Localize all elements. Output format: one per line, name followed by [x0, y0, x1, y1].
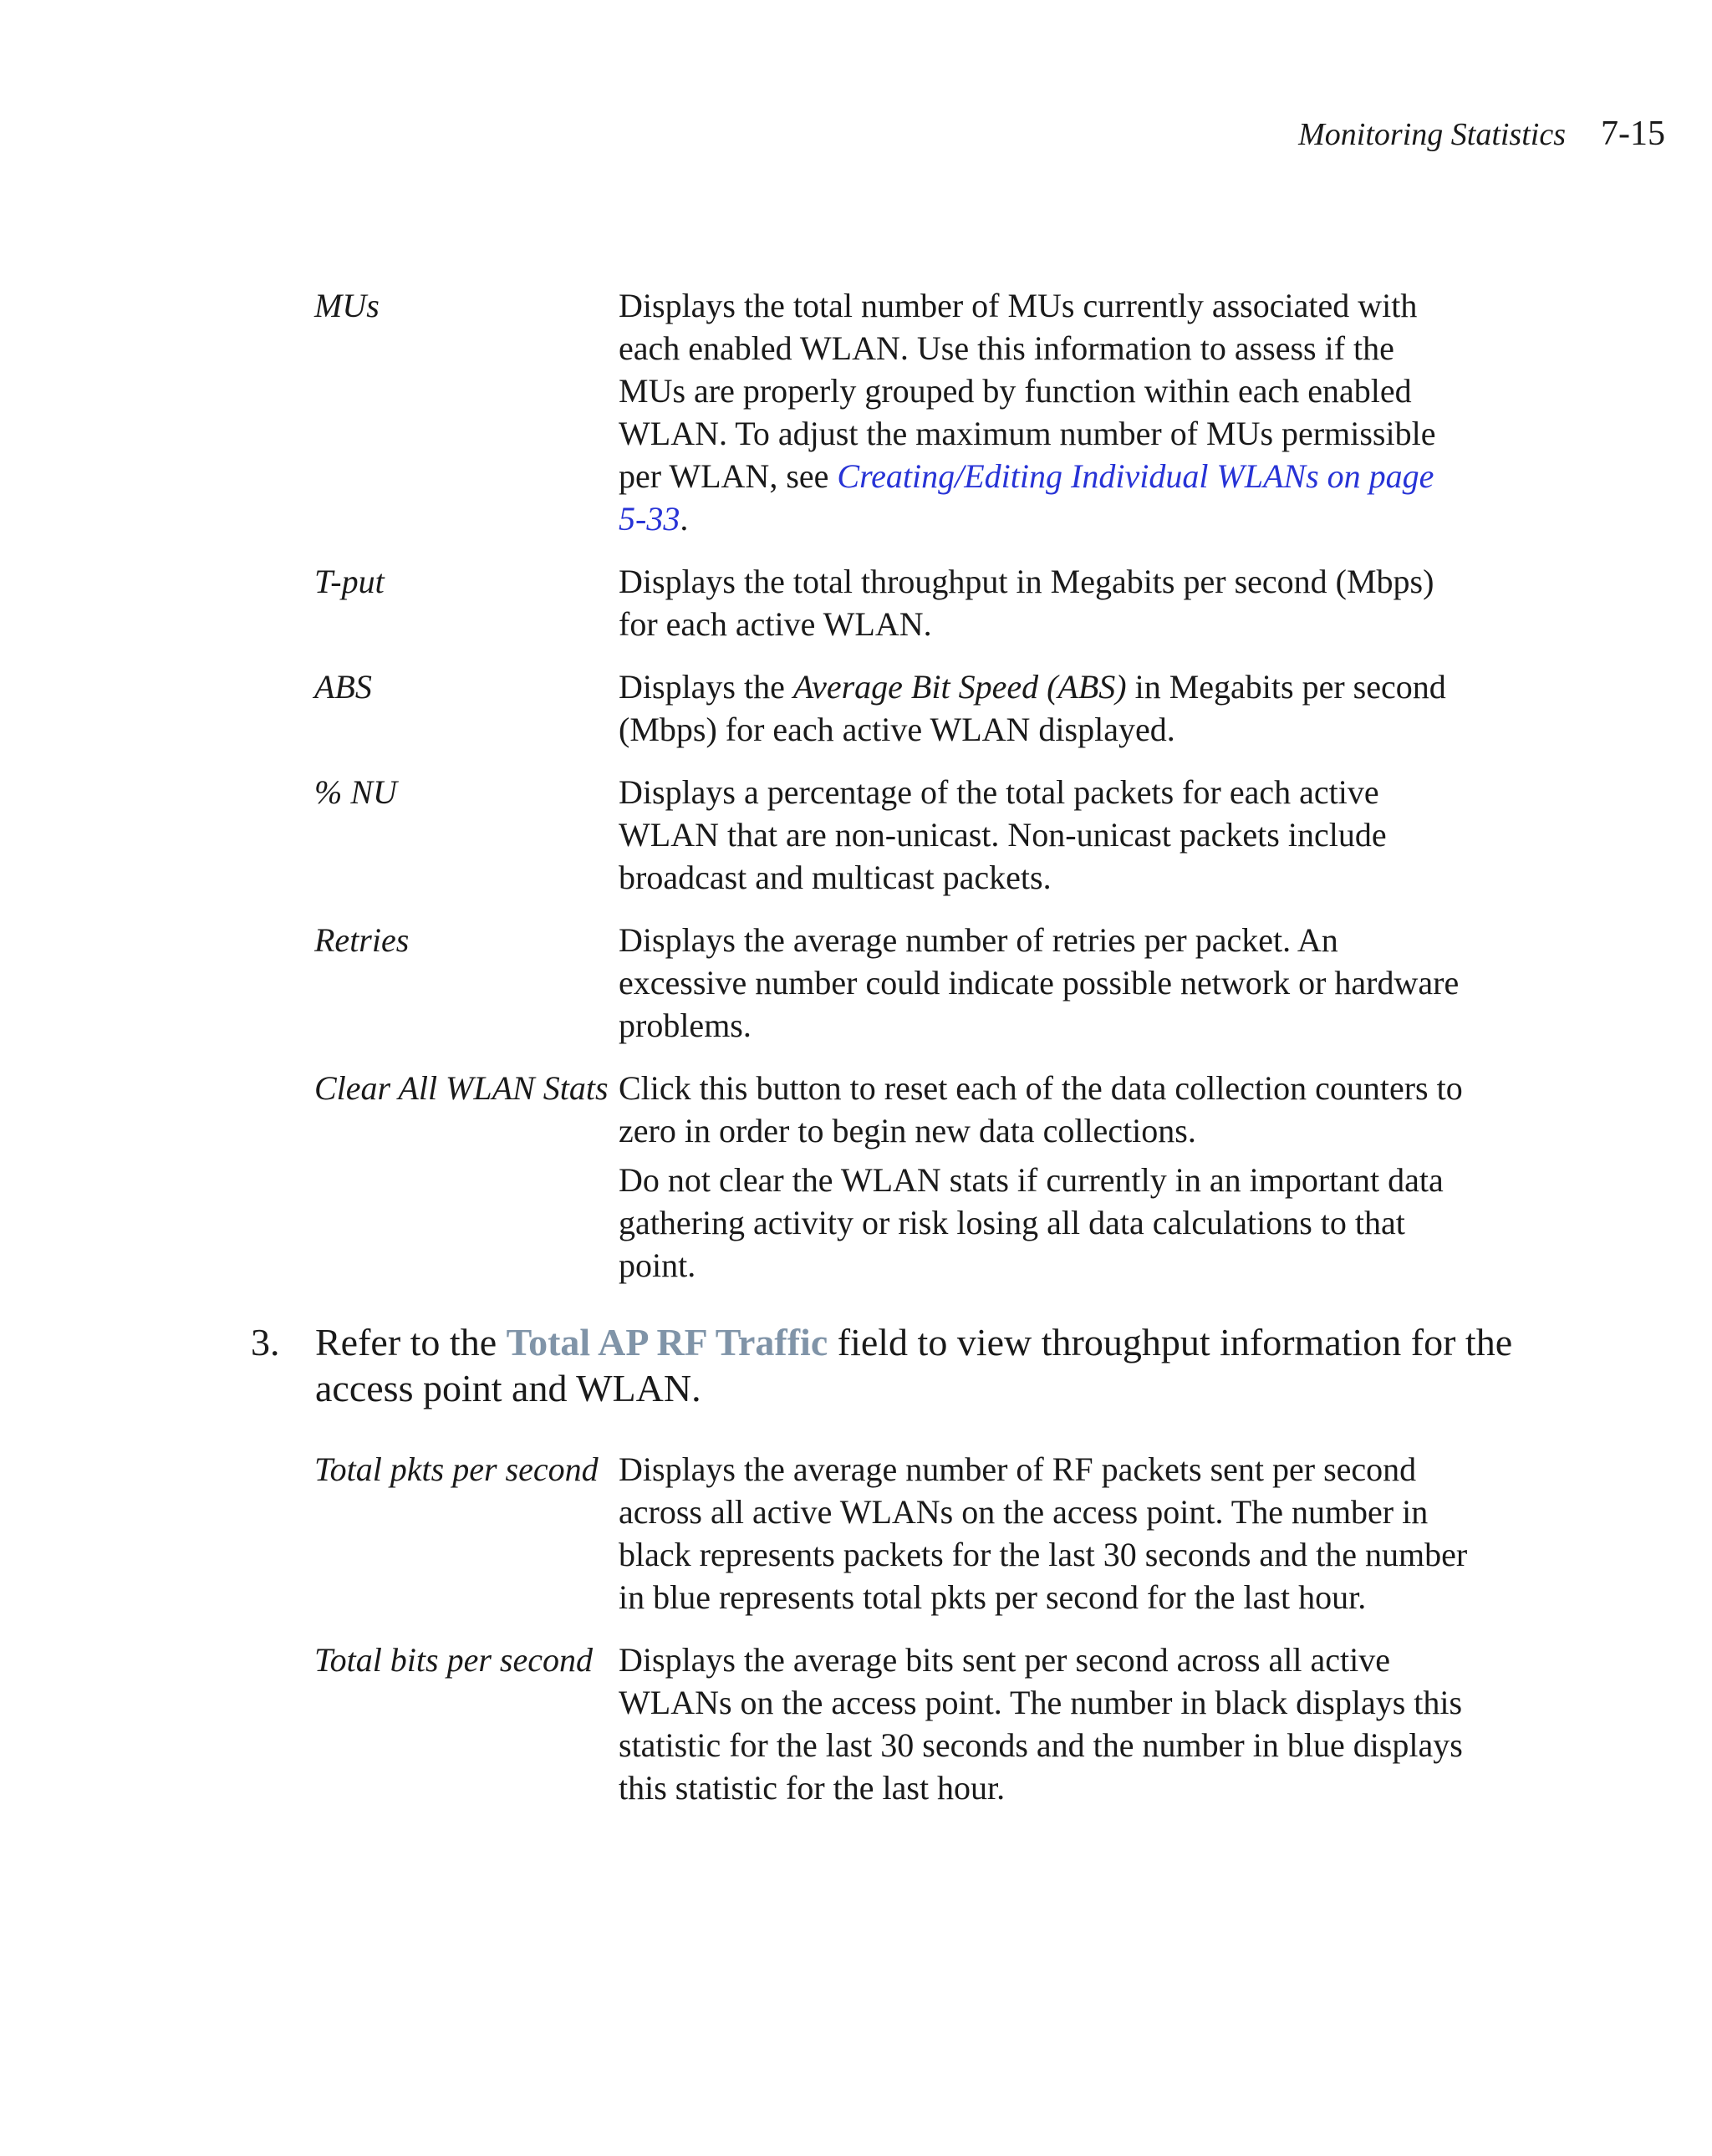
description-text: Displays the total throughput in Megabits per second (Mbps) for each active WLAN.: [619, 563, 1434, 643]
ui-field-reference: Total AP RF Traffic: [506, 1321, 828, 1363]
wlan-stats-definition-list: [314, 284, 1468, 1307]
definition-row-nu: [314, 771, 1468, 899]
term-mus: MUs: [314, 287, 380, 324]
description-text: Displays the average number of RF packets sent per second across all active WLANs on the access point. The number in black represents packets for the last 30 seconds and the number in blue represents total pkts per second for the last hour.: [619, 1450, 1468, 1616]
term-tput: T-put: [314, 563, 385, 600]
definition-row-total-bits: [314, 1639, 1468, 1809]
description-abs: [619, 665, 1468, 751]
description-text: Displays the: [619, 668, 793, 706]
step-text-lead: Refer to the: [315, 1321, 507, 1363]
definition-row-retries: [314, 919, 1468, 1047]
definition-row-total-pkts: [314, 1448, 1468, 1618]
procedure-step-3: [251, 1319, 1521, 1411]
term-retries: Retries: [314, 921, 410, 959]
description-total-bits: [619, 1639, 1468, 1809]
description-tput: [619, 560, 1468, 645]
term-abs: ABS: [314, 668, 372, 706]
description-caution-text: Do not clear the WLAN stats if currently in an important data gathering activity or risk losing all data calculations to that point.: [619, 1161, 1444, 1284]
description-text: Displays the average number of retries per packet. An excessive number could indicate possible network or hardware problems.: [619, 921, 1460, 1044]
description-total-pkts: [619, 1448, 1468, 1618]
definition-row-abs: [314, 665, 1468, 751]
description-text: Displays a percentage of the total packets for each active WLAN that are non-unicast. Non-unicast packets include broadcast and multicast packets.: [619, 773, 1387, 896]
description-punctuation: .: [680, 500, 689, 538]
definition-row-mus: [314, 284, 1468, 540]
step-text-rest: field to view throughput information for the access point and WLAN.: [315, 1321, 1513, 1409]
description-mus: [619, 284, 1468, 540]
description-clear-stats: [619, 1067, 1468, 1287]
description-text: Displays the total number of MUs currently associated with each enabled WLAN. Use this information to assess if the MUs are properly grouped by function within each enabled WLAN. To adjust the maximum number of MUs permissible per WLAN, see: [619, 287, 1436, 495]
definition-row-tput: [314, 560, 1468, 645]
step-number: 3.: [251, 1321, 280, 1363]
term-nu: % NU: [314, 773, 397, 811]
page-number: 7-15: [1601, 115, 1665, 153]
description-text: Displays the average bits sent per second across all active WLANs on the access point. The number in black displays this statistic for the last 30 seconds and the number in blue displays this statistic for the last hour.: [619, 1641, 1463, 1807]
running-header: [1298, 114, 1665, 155]
description-text: Click this button to reset each of the data collection counters to zero in order to begin new data collections.: [619, 1069, 1463, 1149]
emphasis-term: Average Bit Speed (ABS): [792, 668, 1127, 706]
description-nu: [619, 771, 1468, 899]
cross-reference-link[interactable]: Creating/Editing Individual WLANs on page 5-33: [619, 457, 1434, 538]
term-total-pkts: Total pkts per second: [314, 1450, 599, 1488]
description-retries: [619, 919, 1468, 1047]
term-total-bits: Total bits per second: [314, 1641, 593, 1679]
step-text: [315, 1319, 1521, 1411]
description-text: in Megabits per second (Mbps) for each active WLAN displayed.: [619, 668, 1446, 748]
term-clear-stats: Clear All WLAN Stats: [314, 1069, 609, 1107]
definition-row-clear-stats: [314, 1067, 1468, 1287]
section-title: Monitoring Statistics: [1298, 117, 1566, 152]
rf-traffic-definition-list: [314, 1448, 1468, 1829]
